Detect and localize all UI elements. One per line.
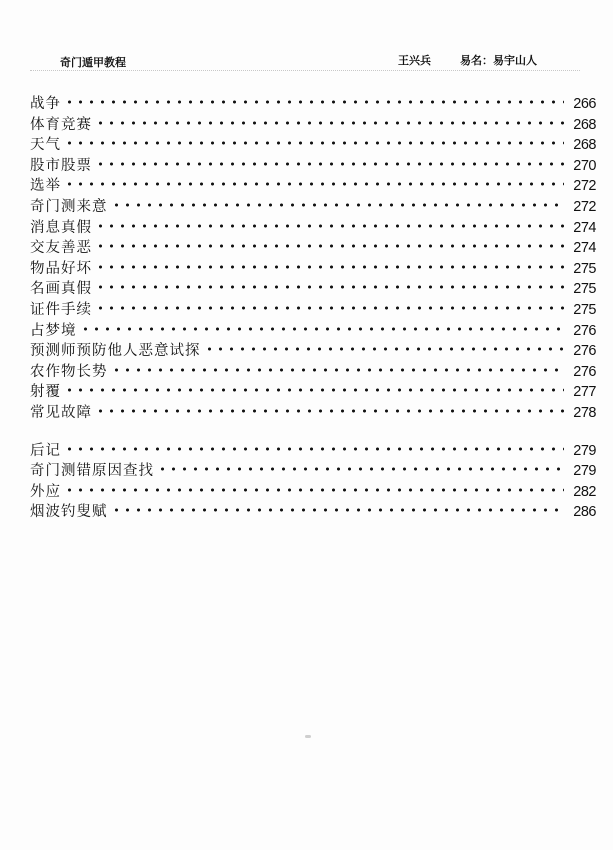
dot-leader — [204, 335, 565, 355]
toc-entry-title: 消息真假 — [30, 219, 92, 236]
toc-entry[interactable] — [30, 356, 596, 380]
toc-entry-page-number: 275 — [573, 260, 596, 277]
dot-leader — [64, 376, 564, 396]
toc-entry[interactable] — [30, 191, 596, 215]
dot-leader — [95, 109, 564, 129]
toc-entry-page-number: 268 — [573, 137, 596, 154]
toc-entry-page-number: 277 — [573, 384, 596, 401]
toc-entry-title: 奇门测来意 — [30, 198, 108, 215]
toc-entry[interactable] — [30, 476, 596, 500]
toc-entry-title: 选举 — [30, 178, 61, 195]
dot-leader — [111, 191, 565, 211]
toc-group — [30, 88, 596, 421]
toc-entry-page-number: 268 — [573, 116, 596, 133]
dot-leader — [64, 435, 564, 455]
toc-entry-page-number: 270 — [573, 157, 596, 174]
toc-entry[interactable] — [30, 315, 596, 339]
toc-entry-page-number: 278 — [573, 404, 596, 421]
toc-entry-page-number: 272 — [573, 198, 596, 215]
toc-entry-page-number: 286 — [573, 504, 596, 521]
toc-entry-title: 常见故障 — [30, 404, 92, 421]
toc-entry-page-number: 276 — [573, 322, 596, 339]
toc-entry-title: 物品好坏 — [30, 260, 92, 277]
dot-leader — [64, 476, 564, 496]
toc-entry-title: 外应 — [30, 483, 61, 500]
toc-entry[interactable] — [30, 212, 596, 236]
toc-entry-page-number: 282 — [573, 483, 596, 500]
toc-entry-title: 后记 — [30, 442, 61, 459]
toc-entry[interactable] — [30, 150, 596, 174]
toc-entry-title: 交友善恶 — [30, 240, 92, 257]
toc-entry-page-number: 274 — [573, 219, 596, 236]
toc-entry[interactable] — [30, 496, 596, 521]
toc-entry-title: 股市股票 — [30, 157, 92, 174]
dot-leader — [64, 170, 564, 190]
table-of-contents — [30, 88, 596, 521]
author-name: 王兴兵 — [398, 54, 431, 67]
dot-leader — [111, 496, 565, 516]
toc-entry-page-number: 276 — [573, 363, 596, 380]
toc-entry[interactable] — [30, 273, 596, 298]
dot-leader — [80, 315, 565, 335]
toc-entry[interactable] — [30, 232, 596, 257]
toc-entry[interactable] — [30, 294, 596, 318]
toc-entry-title: 烟波钓叟赋 — [30, 504, 108, 521]
toc-entry[interactable] — [30, 435, 596, 459]
dot-leader — [111, 356, 565, 376]
toc-entry-page-number: 275 — [573, 301, 596, 318]
dot-leader — [95, 273, 564, 293]
toc-entry-page-number: 279 — [573, 463, 596, 480]
toc-entry-title: 农作物长势 — [30, 363, 108, 380]
toc-entry-page-number: 279 — [573, 442, 596, 459]
toc-entry[interactable] — [30, 335, 596, 360]
toc-entry[interactable] — [30, 397, 596, 421]
dot-leader — [95, 212, 564, 232]
toc-entry[interactable] — [30, 109, 596, 133]
toc-entry-title: 战争 — [30, 96, 61, 112]
dot-leader — [157, 455, 564, 475]
dot-leader — [95, 294, 564, 314]
toc-entry[interactable] — [30, 253, 596, 277]
dot-leader — [95, 397, 564, 417]
dot-leader — [95, 150, 564, 170]
dot-leader — [64, 129, 564, 149]
toc-entry-title: 证件手续 — [30, 301, 92, 318]
toc-entry-title: 奇门测错原因查找 — [30, 463, 154, 480]
toc-entry[interactable] — [30, 376, 596, 401]
book-title: 奇门遁甲教程 — [60, 56, 126, 69]
toc-entry-title: 天气 — [30, 137, 61, 154]
toc-entry-title: 占梦境 — [30, 322, 77, 339]
toc-entry-title: 体育竞赛 — [30, 116, 92, 133]
toc-entry[interactable] — [30, 170, 596, 195]
dot-leader — [64, 88, 564, 108]
toc-entry-title: 名画真假 — [30, 281, 92, 298]
author-alias: 易名：易宇山人 — [460, 54, 537, 67]
scan-speck — [305, 735, 311, 738]
toc-group — [30, 435, 596, 521]
toc-entry-title: 射覆 — [30, 384, 61, 401]
page-header — [0, 52, 613, 72]
scan-artifact-line — [30, 70, 580, 74]
toc-entry-page-number: 275 — [573, 281, 596, 298]
dot-leader — [95, 232, 564, 252]
toc-entry-page-number: 266 — [573, 96, 596, 112]
toc-entry[interactable] — [30, 455, 596, 480]
toc-entry-page-number: 276 — [573, 343, 596, 360]
toc-entry[interactable] — [30, 129, 596, 154]
toc-entry-page-number: 272 — [573, 178, 596, 195]
toc-entry-page-number: 274 — [573, 240, 596, 257]
toc-entry-title: 预测师预防他人恶意试探 — [30, 343, 201, 360]
dot-leader — [95, 253, 564, 273]
toc-entry[interactable] — [30, 88, 596, 112]
